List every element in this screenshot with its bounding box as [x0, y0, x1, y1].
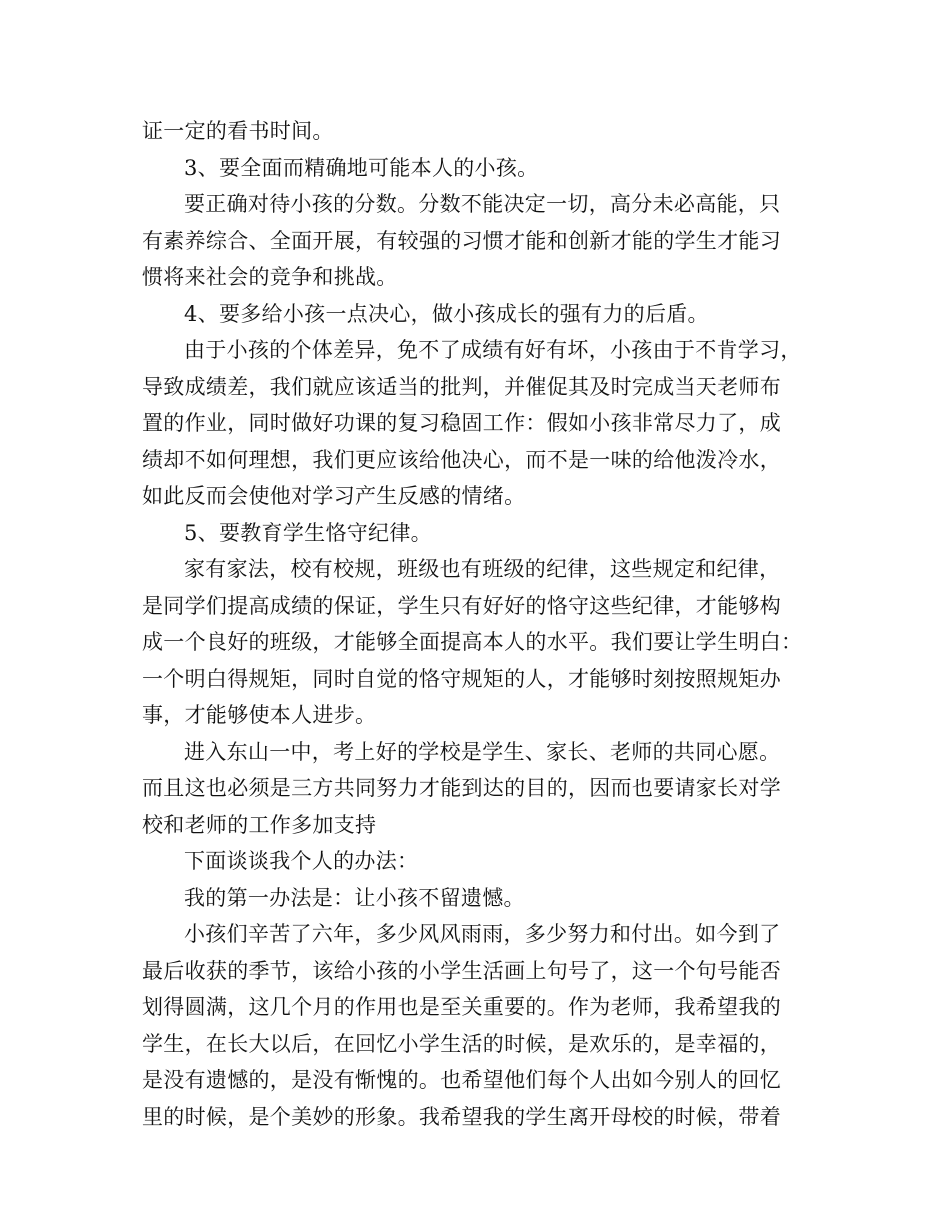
paragraph-line: 学生，在长大以后，在回忆小学生活的时候，是欢乐的，是幸福的，: [142, 1031, 781, 1056]
paragraph-line: 置的作业，同时做好功课的复习稳固工作：假如小孩非常尽力了，成: [142, 411, 781, 435]
paragraph-line: 导致成绩差，我们就应该适当的批判，并催促其及时完成当天老师布: [142, 374, 781, 399]
paragraph-line: 成一个良好的班级，才能够全面提高本人的水平。我们要让学生明白：: [142, 630, 803, 654]
paragraph-line: 校和老师的工作多加支持: [142, 812, 377, 837]
paragraph-line: 是同学们提高成绩的保证，学生只有好好的恪守这些纪律，才能够构: [142, 593, 781, 618]
paragraph-line: 有素养综合、全面开展，有较强的习惯才能和创新才能的学生才能习: [142, 228, 781, 253]
paragraph-line: 如此反而会使他对学习产生反感的情绪。: [142, 484, 526, 508]
paragraph-line: 要正确对待小孩的分数。分数不能决定一切，高分未必高能，只: [184, 192, 781, 216]
paragraph-line: 下面谈谈我个人的办法：: [184, 849, 419, 873]
paragraph-line: 家有家法，校有校规，班级也有班级的纪律，这些规定和纪律，: [184, 557, 781, 581]
paragraph-line: 4、要多给小孩一点决心，做小孩成长的强有力的后盾。: [184, 301, 709, 326]
paragraph-line: 事，才能够使本人进步。: [142, 703, 377, 727]
paragraph-line: 最后收获的季节，该给小孩的小学生活画上句号了，这一个句号能否: [142, 958, 781, 983]
paragraph-line: 进入东山一中，考上好的学校是学生、家长、老师的共同心愿。: [184, 739, 781, 764]
paragraph-line: 绩却不如何理想，我们更应该给他决心，而不是一味的给他泼冷水，: [142, 447, 781, 472]
paragraph-line: 一个明白得规矩，同时自觉的恪守规矩的人，才能够时刻按照规矩办: [142, 666, 781, 691]
paragraph-line: 是没有遗憾的，是没有惭愧的。也希望他们每个人出如今别人的回忆: [142, 1068, 781, 1092]
paragraph-line: 3、要全面而精确地可能本人的小孩。: [184, 155, 539, 180]
paragraph-line: 我的第一办法是：让小孩不留遗憾。: [184, 885, 525, 910]
paragraph-line: 由于小孩的个体差异，免不了成绩有好有坏，小孩由于不肯学习，: [184, 338, 802, 362]
paragraph-line: 里的时候，是个美妙的形象。我希望我的学生离开母校的时候，带着: [142, 1104, 781, 1129]
paragraph-line: 小孩们辛苦了六年，多少风风雨雨，多少努力和付出。如今到了: [184, 922, 781, 946]
paragraph-line: 5、要教育学生恪守纪律。: [184, 520, 432, 545]
paragraph-line: 而且这也必须是三方共同努力才能到达的目的，因而也要请家长对学: [142, 776, 781, 800]
paragraph-line: 证一定的看书时间。: [142, 119, 334, 143]
document-page: [142, 113, 822, 1135]
paragraph-line: 划得圆满，这几个月的作用也是至关重要的。作为老师，我希望我的: [142, 995, 781, 1019]
paragraph-line: 惯将来社会的竞争和挑战。: [142, 265, 398, 289]
